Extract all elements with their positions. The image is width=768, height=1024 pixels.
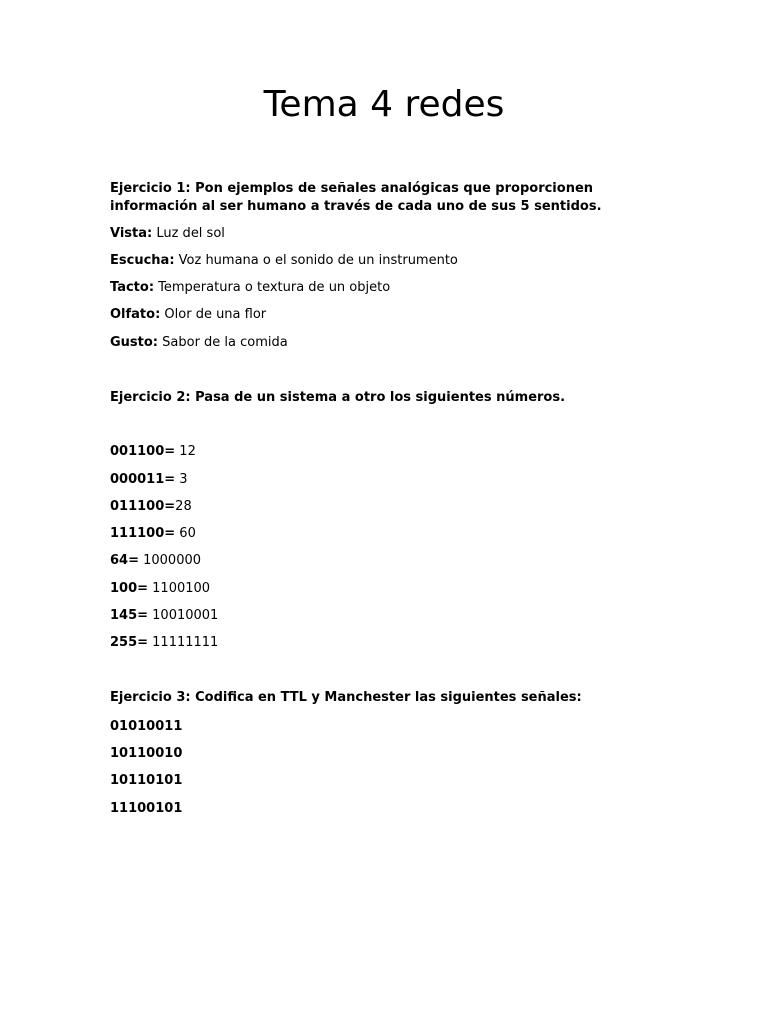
sense-value: Temperatura o textura de un objeto [154,280,391,295]
conversion-label: 145= [110,608,149,623]
exercise-3-heading: Ejercicio 3: Codifica en TTL y Manchester las siguientes señales: [110,690,582,705]
conversion-label: 100= [110,581,149,596]
sense-label: Olfato: [110,307,161,322]
signal-item: 11100101 [110,801,183,816]
exercise-1-heading: Ejercicio 1: Pon ejemplos de señales analógicas que proporcionen información al ser humano a través de cada uno de sus 5 sentidos. [110,181,602,214]
conversion-item [110,607,670,625]
conversion-value: 1000000 [138,553,202,568]
conversion-item [110,443,670,461]
sense-item-vista [110,225,670,243]
conversion-value: 3 [175,472,188,487]
sense-label: Tacto: [110,280,155,295]
sense-item-gusto [110,334,670,352]
conversion-item [110,498,670,516]
sense-label: Escucha: [110,253,175,268]
conversion-item [110,580,670,598]
exercise-2-heading: Ejercicio 2: Pasa de un sistema a otro los siguientes números. [110,390,566,405]
conversion-item [110,634,670,652]
conversion-item [110,471,670,489]
conversion-value: 10010001 [148,608,219,623]
conversion-value: 1100100 [148,581,211,596]
sense-label: Gusto: [110,335,159,350]
conversion-label: 011100= [110,499,176,514]
conversion-label: 111100= [110,526,176,541]
conversion-value: 11111111 [148,635,219,650]
signal-item: 01010011 [110,719,183,734]
sense-value: Sabor de la comida [158,335,288,350]
conversion-label: 000011= [110,472,176,487]
conversion-item [110,552,670,570]
sense-value: Olor de una flor [160,307,267,322]
conversion-value: 28 [175,499,192,514]
conversion-value: 12 [175,444,196,459]
conversion-item [110,525,670,543]
conversion-value: 60 [175,526,196,541]
sense-item-olfato [110,306,670,324]
signal-item: 10110101 [110,773,183,788]
sense-item-tacto [110,279,670,297]
conversion-label: 001100= [110,444,176,459]
conversion-label: 64= [110,553,139,568]
conversion-label: 255= [110,635,149,650]
document-title: Tema 4 redes [263,84,505,125]
signal-item: 10110010 [110,746,183,761]
sense-value: Voz humana o el sonido de un instrumento [174,253,458,268]
sense-item-escucha [110,252,670,270]
sense-value: Luz del sol [152,226,225,241]
sense-label: Vista: [110,226,153,241]
